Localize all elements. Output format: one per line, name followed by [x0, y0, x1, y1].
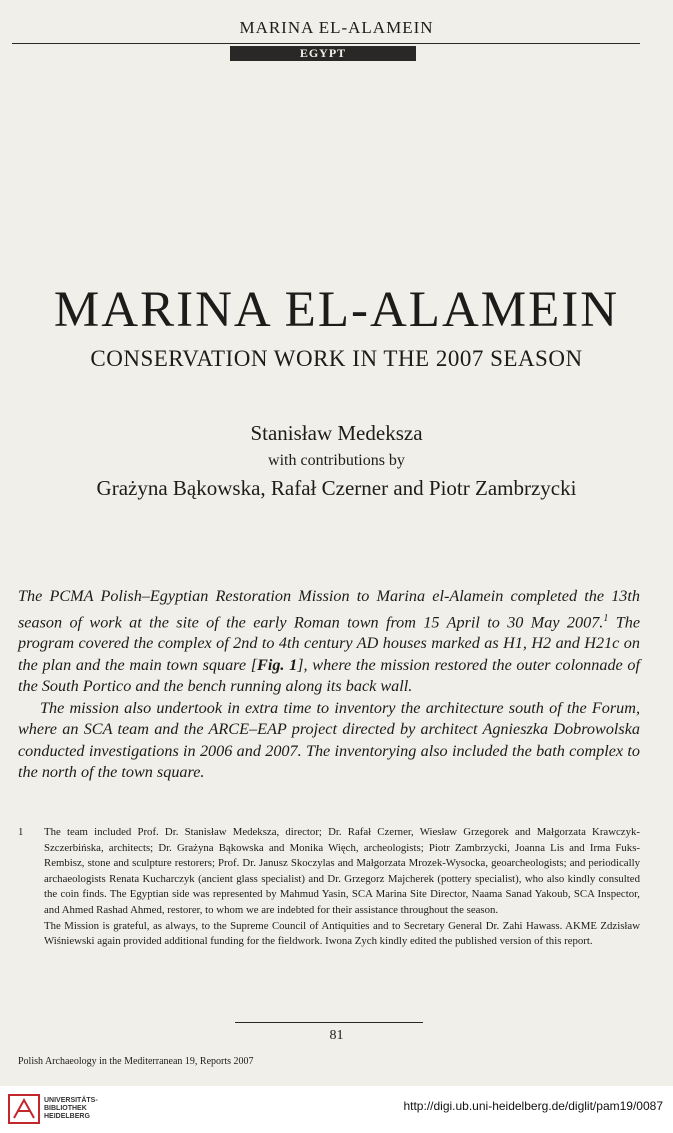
footnote-body [44, 825, 640, 950]
co-authors: Grażyna Bąkowska, Rafał Czerner and Piotr Zambrzycki [96, 476, 577, 500]
abstract-text: ], where the mission restored the outer colonnade of the South Portico and the bench running along its back wall. [18, 655, 640, 696]
journal-citation: Polish Archaeology in the Mediterranean 19, Reports 2007 [18, 1056, 254, 1067]
page-number: 81 [329, 1028, 344, 1043]
permalink-url[interactable]: http://digi.ub.uni-heidelberg.de/diglit/pam19/0087 [403, 1099, 663, 1113]
abstract-text: The PCMA Polish–Egyptian Restoration Mission to Marina el-Alamein completed the 13th season of work at the site of the early Roman town from 15 April to 30 May 2007. [18, 587, 640, 631]
footnote-paragraph: The team included Prof. Dr. Stanisław Medeksza, director; Dr. Rafał Czerner, Wiesław Grzegorek and Małgorzata Krawczyk-Szczerbińska, architects; Dr. Grażyna Bąkowska and Monika Więch, archeologists; Piotr Zambrzycki, Joanna Lis and Irma Fuks-Rembisz, stone and sculpture restorers; Prof. Dr. Janusz Skoczylas and Małgorzata Mrozek-Wysocka, geoarcheologists; and periodically archaeologists Renata Kucharczyk (ancient glass specialist) and Dr. Grzegorz Majcherek (pottery specialist), who also kindly consulted the coin finds. The Egyptian side was represented by Mahmud Yasin, SCA Marina Site Director, Naama Sanad Yakoub, SCA Inspector, and Ahmed Rashad Ahmed, restorer, to whom we are indebted for their assistance throughout the season. [44, 826, 640, 916]
bleed-through-texture [30, 95, 640, 425]
running-head: MARINA EL-ALAMEIN [239, 18, 434, 37]
library-footer [0, 1086, 673, 1133]
article-subtitle: CONSERVATION WORK IN THE 2007 SEASON [90, 346, 583, 371]
abstract-paragraph-1 [18, 586, 640, 698]
country-tab: EGYPT [230, 46, 416, 61]
library-logo-icon [8, 1094, 40, 1124]
logo-line: BIBLIOTHEK [44, 1105, 87, 1112]
library-logo[interactable] [8, 1094, 98, 1124]
footnote-number: 1 [18, 826, 24, 838]
library-logo-text [44, 1097, 98, 1121]
page-number-rule [235, 1022, 423, 1023]
footnote-1 [18, 825, 640, 950]
contributions-line: with contributions by [268, 452, 405, 469]
figure-ref[interactable]: Fig. 1 [257, 655, 298, 674]
header-rule [12, 43, 640, 44]
footnote-ref[interactable]: 1 [603, 612, 609, 624]
logo-line: HEIDELBERG [44, 1113, 90, 1120]
article-title: MARINA EL-ALAMEIN [53, 282, 620, 338]
footnote-paragraph: The Mission is grateful, as always, to the Supreme Council of Antiquities and to Secretary General Dr. Zahi Hawass. AKME Zdzisław Wiśniewski again provided additional funding for the fieldwork. Iwona Zych kindly edited the published version of this report. [44, 919, 640, 948]
abstract-text: The program covered the complex of 2nd to 4th century AD houses marked as H1, H2 and H21c on the plan and the main town square [ [18, 612, 640, 674]
abstract [18, 586, 640, 784]
author-name: Stanisław Medeksza [250, 421, 423, 445]
abstract-paragraph-2: The mission also undertook in extra time to inventory the architecture south of the Forum, where an SCA team and the ARCE–EAP project directed by architect Agnieszka Dobrowolska conducted investigations in 2006 and 2007. The inventorying also included the bath complex to the north of the town square. [18, 698, 640, 782]
logo-line: UNIVERSITÄTS- [44, 1097, 98, 1104]
footnotes [18, 825, 640, 950]
